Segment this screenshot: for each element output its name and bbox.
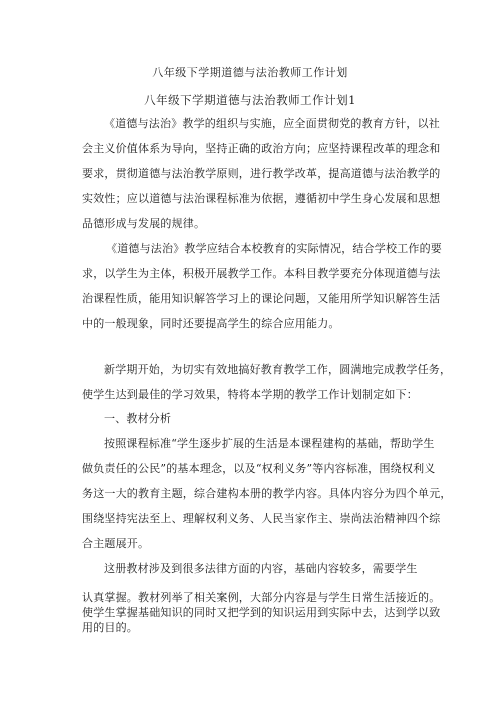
paragraph-4 <box>82 431 452 556</box>
paragraph-1 <box>82 111 441 236</box>
paragraph-line: 《道德与法治》教学的组织与实施，应全面贯彻党的教育方针，以社 <box>104 117 440 130</box>
paragraph-3 <box>82 357 452 407</box>
section-heading <box>82 406 428 431</box>
paragraph-2 <box>82 236 442 336</box>
paragraph-6 <box>82 590 441 635</box>
paragraph-line: 品德形成与发展的规律。 <box>82 217 206 230</box>
paragraph-line: 认真掌握。教材列举了相关案例，大部分内容是与学生日常生活接近的。 <box>82 591 441 604</box>
paragraph-line: 按照课程标准“学生逐步扩展的生活是本课程建构的基础，帮助学生 <box>104 437 435 450</box>
paragraph-line: 会主义价值体系为导向，坚持正确的政治方向；应坚持课程改革的理念和 <box>82 142 441 155</box>
paragraph-line: 要求，贯彻道德与法治教学原则，进行教学改革，提高道德与法治教学的 <box>82 167 441 180</box>
paragraph-line: 围绕坚持宪法至上、理解权利义务、人民当家作主、崇尚法治精神四个综 <box>82 512 441 525</box>
paragraph-line: 这册教材涉及到很多法律方面的内容，基础内容较多，需要学生 <box>104 562 418 575</box>
paragraph-line: 新学期开始，为切实有效地搞好教育教学工作，圆满地完成教学任务， <box>104 363 452 376</box>
section-heading-text: 一、教材分析 <box>104 412 172 425</box>
paragraph-line: 使学生达到最佳的学习效果，特将本学期的教学工作计划制定如下： <box>82 388 418 401</box>
paragraph-line: 治课程性质，能用知识解答学习上的课论问题，又能用所学知识解答生活 <box>82 292 441 305</box>
paragraph-line: 合主题展开。 <box>82 537 150 550</box>
paragraph-line: 做负责任的公民”的基本理念，以及“权利义务”等内容标准，围绕权利义 <box>82 462 436 475</box>
paragraph-line: 用的目的。 <box>82 621 138 634</box>
paragraph-line: 实效性；应以道德与法治课程标准为依据，遵循初中学生身心发展和思想 <box>82 192 441 205</box>
document-title: 八年级下学期道德与法治教师工作计划 <box>152 66 348 79</box>
document-subtitle: 八年级下学期道德与法治教师工作计划1 <box>144 93 356 107</box>
paragraph-line: 务这一大的教育主题，综合建构本册的教学内容。具体内容分为四个单元， <box>82 487 452 500</box>
paragraph-line: 求，以学生为主体，积极开展教学工作。本科目教学要充分体现道德与法 <box>82 267 441 280</box>
paragraph-line: 使学生掌握基础知识的同时又把学到的知识运用到实际中去，达到学以致 <box>82 606 441 619</box>
paragraph-line: 中的一般现象，同时还要提高学生的综合应用能力。 <box>82 317 340 330</box>
paragraph-5 <box>82 556 428 581</box>
paragraph-line: 《道德与法治》教学应结合本校教育的实际情况，结合学校工作的要 <box>106 242 442 255</box>
